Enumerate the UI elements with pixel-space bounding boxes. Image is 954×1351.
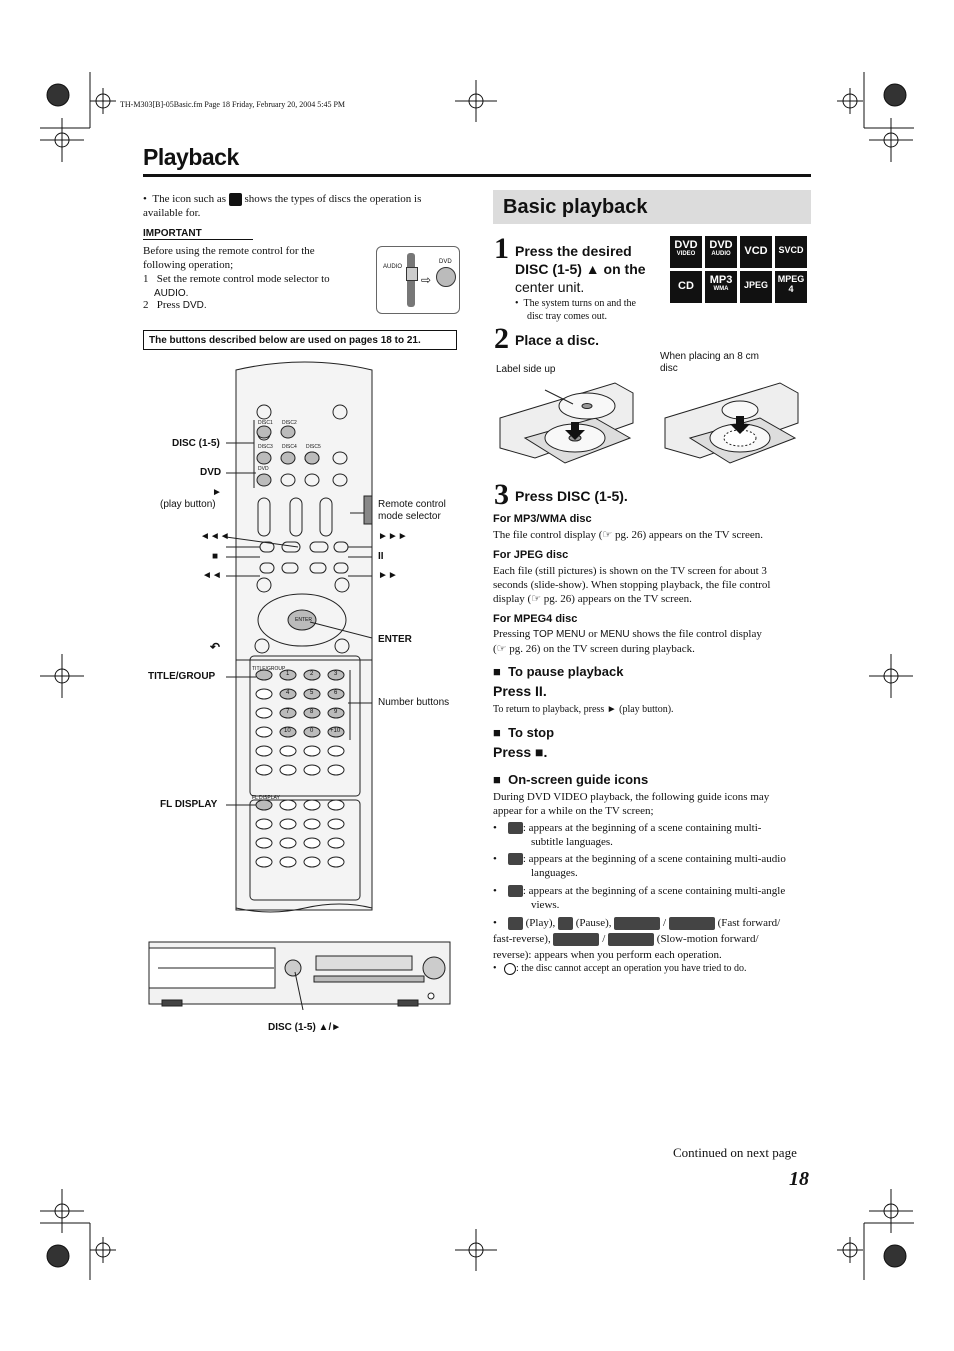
disc-icon-mp3-wma xyxy=(705,271,737,303)
stop-heading: ■ To stop xyxy=(493,725,555,740)
slow-reverse-icon xyxy=(608,933,654,946)
eight-cm-note-2: disc xyxy=(660,363,678,374)
key-disc3: DISC3 xyxy=(258,444,273,450)
guide-bullet-prohibited: • : the disc cannot accept an operation you have tried to do. xyxy=(493,963,747,974)
key-title-group: TITLE/GROUP xyxy=(252,666,286,672)
disc-tray-8cm-illustration xyxy=(660,378,800,468)
label-rew: ◄◄ xyxy=(202,570,222,581)
disc-tray-illustration xyxy=(495,378,635,468)
icon-note: • The icon such as shows the types of discs the operation is available for. xyxy=(143,193,422,219)
selector-audio-label: AUDIO xyxy=(383,264,403,270)
key-number-5: 5 xyxy=(310,690,314,696)
label-side-up: Label side up xyxy=(496,364,556,375)
jpeg-heading: For JPEG disc xyxy=(493,549,569,561)
label-ff: ►► xyxy=(378,570,398,581)
center-unit-illustration xyxy=(148,940,453,1010)
continued-note: Continued on next page xyxy=(673,1145,797,1160)
key-disc1: DISC1 xyxy=(258,420,273,426)
important-step-1: 1 Set the remote control mode selector to AUDIO. xyxy=(143,273,330,299)
fast-reverse-icon xyxy=(669,917,715,930)
key-number-6: 6 xyxy=(334,690,338,696)
disc-icon-jpeg xyxy=(740,271,772,303)
disc-icon-dvd-audio xyxy=(705,236,737,268)
disc-icon-cd xyxy=(670,271,702,303)
pause-heading: ■ To pause playback xyxy=(493,664,624,679)
disc-icon-label: MPEG xyxy=(777,274,805,284)
label-next: ►►► xyxy=(378,531,408,542)
key-number-0: 0 xyxy=(310,728,314,734)
key-dvd: DVD xyxy=(258,466,269,472)
key-disc2: DISC2 xyxy=(282,420,297,426)
label-prev: ◄◄◄ xyxy=(200,531,230,542)
disc-icon-label: VCD xyxy=(744,245,768,257)
label-dvd: DVD xyxy=(200,467,222,478)
step-2-text: Place a disc. xyxy=(515,332,600,348)
key-number-8: 8 xyxy=(310,709,314,715)
pause-press: Press II. xyxy=(493,683,547,699)
pause-icon xyxy=(558,917,573,930)
fast-forward-icon xyxy=(614,917,660,930)
mpeg4-text: Pressing TOP MENU or MENU shows the file control display (☞ pg. 26) on the TV screen during playback. xyxy=(493,628,762,655)
key-enter: ENTER xyxy=(295,617,312,623)
audio-icon xyxy=(508,853,523,865)
disc-icon-label: DVD xyxy=(709,239,733,251)
mode-selector-illustration xyxy=(376,246,460,314)
disc-icon-vcd xyxy=(740,236,772,268)
disc-icon-sublabel: VIDEO xyxy=(676,251,696,257)
key-number-1: 1 xyxy=(286,671,290,677)
key-number-2: 2 xyxy=(310,671,314,677)
label-remote-mode-2: mode selector xyxy=(378,511,441,522)
step-3-number: 3 xyxy=(494,478,509,511)
play-icon xyxy=(508,917,523,930)
disc-icon-label: DVD xyxy=(674,239,698,251)
label-disc: DISC (1-5) xyxy=(172,438,220,449)
guide-heading: ■ On-screen guide icons xyxy=(493,772,649,787)
pause-note: To return to playback, press ► (play button). xyxy=(493,704,674,715)
key-disc4: DISC4 xyxy=(282,444,297,450)
label-remote-mode: Remote control xyxy=(378,499,446,510)
file-header: TH-M303[B]-05Basic.fm Page 18 Friday, February 20, 2004 5:45 PM xyxy=(120,100,346,109)
label-enter: ENTER xyxy=(378,634,412,645)
label-pause: II xyxy=(378,551,384,562)
label-stop: ■ xyxy=(212,551,219,562)
step-3-text: Press DISC (1-5). xyxy=(515,488,628,504)
page-title: Playback xyxy=(143,144,239,170)
disc-icon-label: SVCD xyxy=(778,245,804,255)
subtitle-icon xyxy=(508,822,523,834)
guide-bullet-playback: • (Play), (Pause), / (Fast forward/ fast-reverse), / (Slow-motion forward/ reverse): appears when you perform each operation. xyxy=(493,917,781,961)
label-fl-display: FL DISPLAY xyxy=(160,799,218,810)
important-label: IMPORTANT xyxy=(143,228,253,240)
buttons-note: The buttons described below are used on pages 18 to 21. xyxy=(143,330,457,350)
key-number-3: 3 xyxy=(334,671,338,677)
label-play-button: (play button) xyxy=(160,499,216,510)
label-title-group: TITLE/GROUP xyxy=(148,671,216,682)
angle-icon xyxy=(508,885,523,897)
key-fl-display: FL DISPLAY xyxy=(252,795,280,801)
slow-forward-icon xyxy=(553,933,599,946)
disc-icon-mpeg-4 xyxy=(775,271,807,303)
important-step-2: 2 Press DVD. xyxy=(143,299,207,311)
guide-bullet-angle: • : appears at the beginning of a scene containing multi-angle views. xyxy=(493,885,786,911)
step-1-text: Press the desired DISC (1-5) ▲ on the center unit. xyxy=(515,243,646,295)
key-number-9: 9 xyxy=(334,709,338,715)
disc-icon-label: MP3 xyxy=(709,274,733,286)
mpeg4-heading: For MPEG4 disc xyxy=(493,613,578,625)
disc-icon-sublabel: 4 xyxy=(788,284,794,294)
step-1-number: 1 xyxy=(494,232,509,265)
guide-intro: During DVD VIDEO playback, the following guide icons may appear for a while on the TV screen; xyxy=(493,791,770,817)
label-play-symbol: ► xyxy=(212,487,222,498)
dvd-video-icon xyxy=(229,193,242,206)
selector-dvd-label: DVD xyxy=(439,259,452,265)
key-number-10: 10 xyxy=(284,728,291,734)
key-number-7: 7 xyxy=(286,709,290,715)
disc-icon-label: JPEG xyxy=(743,280,768,290)
key-disc5: DISC5 xyxy=(306,444,321,450)
disc-icon-sublabel: WMA xyxy=(713,286,729,292)
stop-press: Press ■. xyxy=(493,744,548,760)
title-rule xyxy=(143,174,811,177)
guide-bullet-audio: • : appears at the beginning of a scene containing multi-audio languages. xyxy=(493,853,786,879)
disc-icon-label: CD xyxy=(678,280,694,292)
guide-bullet-subtitle: • : appears at the beginning of a scene containing multi- subtitle languages. xyxy=(493,822,762,848)
section-title: Basic playback xyxy=(503,196,648,218)
label-number-buttons: Number buttons xyxy=(378,697,450,708)
mp3-text: The file control display (☞ pg. 26) appears on the TV screen. xyxy=(493,529,764,541)
eight-cm-note-1: When placing an 8 cm xyxy=(660,351,759,362)
jpeg-text: Each file (still pictures) is shown on the TV screen for about 3 seconds (slide-show). When stopping playback, the file control display (☞ pg. 26) appears on the TV screen. xyxy=(493,565,771,605)
arrow-right-icon: ⇨ xyxy=(421,273,432,287)
important-text: Before using the remote control for the following operation; xyxy=(143,245,315,271)
page-number: 18 xyxy=(789,1168,809,1190)
disc-icon-sublabel: AUDIO xyxy=(711,251,731,257)
disc-icon-dvd-video xyxy=(670,236,702,268)
disc-icon-svcd xyxy=(775,236,807,268)
step-2-number: 2 xyxy=(494,322,509,355)
label-disc-eject: DISC (1-5) ▲/► xyxy=(268,1022,342,1033)
return-icon: ↶ xyxy=(210,640,221,654)
section-header xyxy=(493,190,811,224)
mp3-heading: For MP3/WMA disc xyxy=(493,513,592,525)
key-number-4: 4 xyxy=(286,690,290,696)
step-1-note: • The system turns on and the disc tray comes out. xyxy=(515,298,636,322)
prohibited-icon xyxy=(504,963,516,975)
key-number-plus10: +10 xyxy=(330,728,341,734)
